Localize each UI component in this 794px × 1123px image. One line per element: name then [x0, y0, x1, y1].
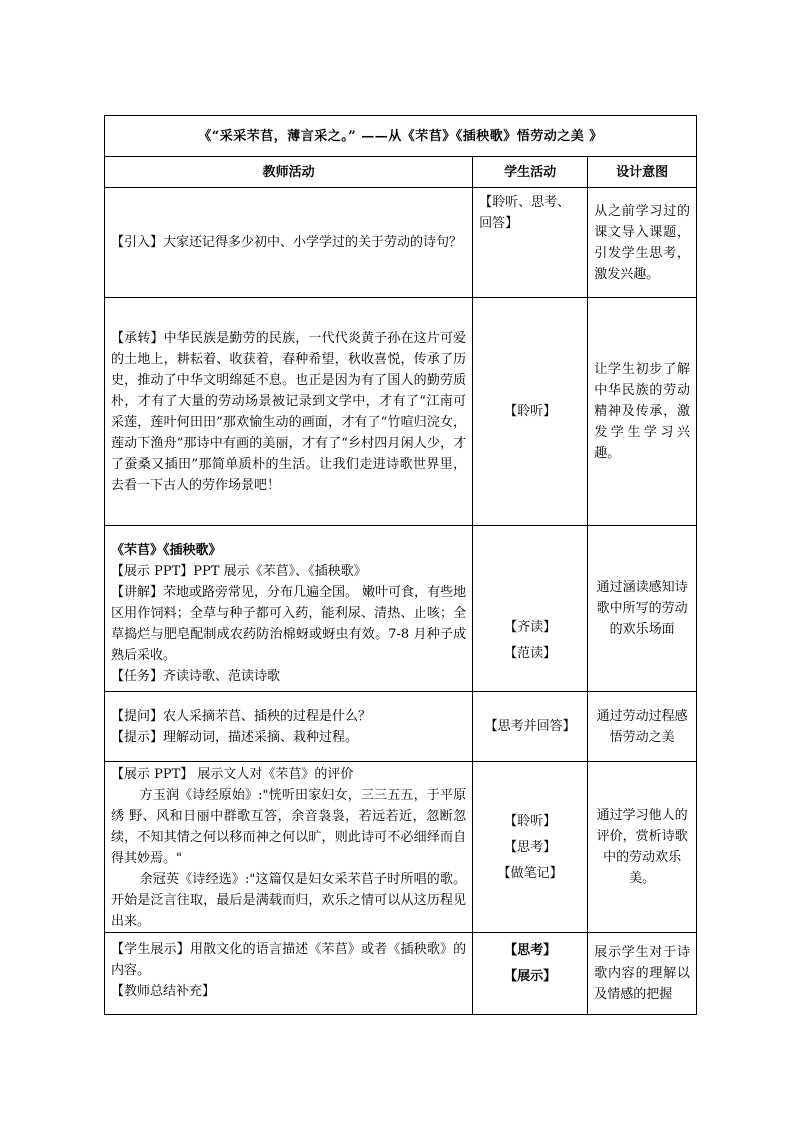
header-teacher-activity: 教师活动 — [105, 157, 473, 188]
table-row — [105, 762, 697, 933]
table-title: 《“采采芣苢，薄言采之。” ——从《芣苢》《插秧歌》悟劳动之美 》 — [105, 116, 697, 157]
intent-transition: 让学生初步了解中华民族的劳动精神及传承，激发学生学习兴趣。 — [588, 298, 697, 526]
poems-explain-line: 【讲解】芣地或路旁常见，分布几遍全国。 嫩叶可食，有些地区用作饲料；全草与种子都可入药，能利尿、清热、止咳；全草捣烂与肥皂配制成农药防治棉蚜或蚜虫有效。7-8 月种子成熟后采收。 — [111, 585, 467, 663]
student-think: 【思考】 — [504, 839, 557, 855]
table-row — [105, 298, 697, 526]
table-row — [105, 933, 697, 1015]
poems-task-line: 【任务】齐读诗歌、范读诗歌 — [111, 669, 281, 684]
intent-reviews: 通过学习他人的评价，赏析诗歌中的劳动欢乐美。 — [588, 762, 697, 933]
table-row — [105, 188, 697, 298]
header-student-activity: 学生活动 — [473, 157, 588, 188]
teacher-transition: 【承转】中华民族是勤劳的民族，一代代炎黄子孙在这片可爱的土地上，耕耘着、收获着，春种希望，秋收喜悦，传承了历史，推动了中华文明绵延不息。也正是因为有了国人的勤劳质朴，才有了大量的劳动场景被记录到文学中，才有了“江南可采莲，莲叶何田田”那欢愉生动的画面，才有了“竹喧归浣女，莲动下渔舟”那诗中有画的美丽，才有了“乡村四月闲人少，才了蚕桑又插田”那简单质朴的生活。让我们走进诗歌世界里，去看一下古人的劳作场景吧！ — [105, 298, 473, 526]
teacher-question — [105, 692, 473, 762]
summary-line: 【教师总结补充】 — [111, 984, 216, 999]
teacher-intro: 【引入】大家还记得多少初中、小学学过的关于劳动的诗句？ — [105, 188, 473, 298]
teacher-reviews — [105, 762, 473, 933]
student-question: 【思考并回答】 — [473, 692, 588, 762]
review-yu-guanying: 余冠英《诗经选》:"这篇仅是妇女采芣苢子时所唱的歌。开始是泛言往取，最后是满载而归，欢乐之情可以从这历程见出来。 — [111, 872, 467, 929]
review-fang-yurun: 方玉润《诗经原始》:"恍听田家妇女，三三五五，于平原绣 野、风和日丽中群歌互答，余音袅袅，若远若近，忽断忽续，不知其情之何以移而神之何以旷，则此诗可不必细绎而自得其妙焉。" — [111, 788, 467, 866]
student-transition: 【聆听】 — [473, 298, 588, 526]
hint-line: 【提示】理解动词，描述采摘、栽种过程。 — [111, 729, 359, 745]
header-design-intent: 设计意图 — [588, 157, 697, 188]
intent-poems: 通过涵读感知诗歌中所写的劳动的欢乐场面 — [588, 526, 697, 692]
student-presentation — [473, 933, 588, 1015]
header-row — [105, 157, 697, 188]
question-line: 【提问】农人采摘芣苢、插秧的过程是什么？ — [111, 708, 372, 724]
presentation-line: 【学生展示】用散文化的语言描述《芣苢》或者《插秧歌》的内容。 — [111, 942, 467, 978]
student-listen: 【聆听】 — [504, 813, 557, 829]
student-poems — [473, 526, 588, 692]
poems-ppt-line: 【展示 PPT】PPT 展示《芣苢》、《插秧歌》 — [111, 564, 367, 579]
intent-presentation: 展示学生对于诗歌内容的理解以及情感的把握 — [588, 933, 697, 1015]
student-notes: 【做笔记】 — [497, 865, 563, 881]
reviews-ppt-line: 【展示 PPT】 展示文人对《芣苢》的评价 — [111, 767, 354, 782]
student-model-read: 【范读】 — [504, 646, 557, 661]
teacher-presentation — [105, 933, 473, 1015]
student-reviews — [473, 762, 588, 933]
intent-intro: 从之前学习过的课文导入课题，引发学生思考，激发兴趣。 — [588, 188, 697, 298]
poems-heading: 《芣苢》《插秧歌》 — [111, 543, 222, 558]
lesson-plan-table — [104, 115, 697, 1015]
table-row — [105, 526, 697, 692]
student-read-together: 【齐读】 — [504, 620, 557, 635]
student-show: 【展示】 — [504, 969, 557, 984]
student-intro: 【聆听、思考、回答】 — [473, 188, 588, 298]
intent-question: 通过劳动过程感悟劳动之美 — [588, 692, 697, 762]
student-think-2: 【思考】 — [504, 943, 557, 958]
table-row — [105, 692, 697, 762]
teacher-poems — [105, 526, 473, 692]
title-row — [105, 116, 697, 157]
